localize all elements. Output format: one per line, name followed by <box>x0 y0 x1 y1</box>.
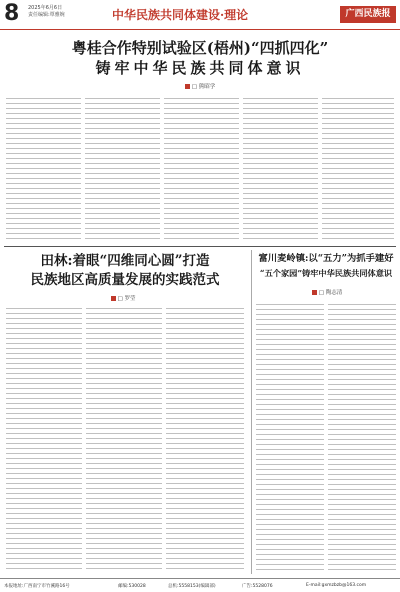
article-divider <box>251 250 252 574</box>
article-2-column-1 <box>6 308 82 572</box>
article-2-headline-line2: 民族地区高质量发展的实践范式 <box>30 272 220 288</box>
article-1-column-2 <box>85 98 160 240</box>
article-3-headline <box>255 252 397 280</box>
article-3-headline-line2: “五个家园”铸牢中华民族共同体意识 <box>259 268 393 278</box>
article-2-column-2 <box>86 308 162 572</box>
article-3-column-2 <box>328 304 396 572</box>
byline-marker-icon <box>312 290 317 295</box>
article-1-author: □ 熊昭学 <box>191 84 216 90</box>
page-number: 8 <box>4 1 20 26</box>
article-1-column-1 <box>6 98 81 240</box>
footer-address: 本报地址:广西南宁市竹溪路16号 <box>4 584 70 589</box>
issue-date: 2025年6月6日 <box>28 5 63 11</box>
article-3-author: □ 陶志清 <box>318 290 343 296</box>
article-2-column-3 <box>166 308 244 572</box>
article-1-column-4 <box>243 98 318 240</box>
responsible-editor: 责任编辑:覃雅婉 <box>28 12 65 18</box>
article-3-column-1 <box>256 304 324 572</box>
byline-marker-icon <box>111 296 116 301</box>
article-2-headline-line1: 田林:着眼“四维同心圆”打造 <box>40 253 210 269</box>
section-divider <box>4 246 396 247</box>
footer-phone-ad: 广告:5528076 <box>242 584 273 589</box>
article-1-column-5 <box>322 98 394 240</box>
article-1-byline <box>150 82 250 90</box>
masthead <box>0 0 400 30</box>
article-1-column-3 <box>164 98 239 240</box>
article-2-byline <box>78 294 168 302</box>
article-1-headline-line1: 粤桂合作特别试验区(梧州)“四抓四化” <box>71 39 329 57</box>
article-2-headline <box>8 252 242 290</box>
byline-marker-icon <box>185 84 190 89</box>
article-3 <box>253 248 400 576</box>
article-2 <box>0 248 250 576</box>
article-3-headline-line1: 富川麦岭镇:以“五力”为抓手建好 <box>258 253 394 264</box>
article-2-author: □ 罗莹 <box>117 296 136 302</box>
paper-name-badge: 广西民族报 <box>340 6 396 23</box>
article-1-headline <box>20 38 380 78</box>
article-3-byline <box>287 288 367 296</box>
article-1-headline-line2: 铸牢中华民族共同体意识 <box>95 59 305 77</box>
column-title: 中华民族共同体建设·理论 <box>112 8 249 22</box>
page-footer <box>0 578 400 592</box>
footer-phone-edit: 总机:5558153(编辑部) <box>168 584 216 589</box>
issue-meta <box>28 5 65 19</box>
footer-postcode: 邮编:530028 <box>118 584 146 589</box>
footer-email: E-mail:gxmzbzb@163.com <box>306 583 367 588</box>
article-1 <box>0 32 400 244</box>
